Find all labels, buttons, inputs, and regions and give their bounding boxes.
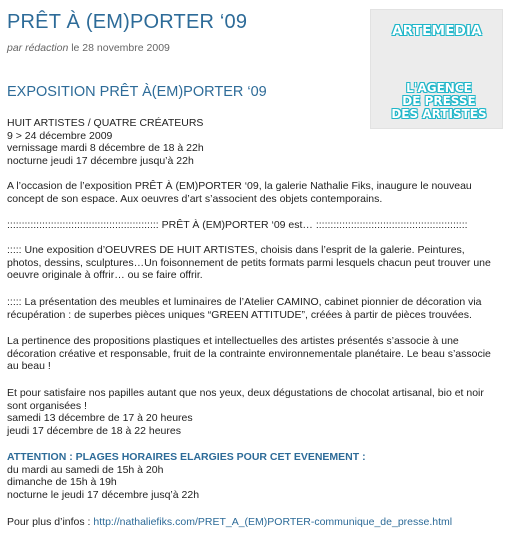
attention-line-1: du mardi au samedi de 15h à 20h — [7, 463, 164, 476]
intro-paragraph: A l’occasion de l’exposition PRÊT À (EM)PORTER ‘09, la galerie Nathalie Fiks, inaugure le nouveau concept de son espace. Aux oeuvres d’art s’associent des objets contemporains. — [7, 180, 472, 205]
meubles-paragraph: ::::: La présentation des meubles et luminaires de l’Atelier CAMINO, cabinet pionnier de décoration via récupération : de superbes pièces uniques “GREEN ATTITUDE”, créées à partir de pièces trouvées. — [7, 295, 482, 321]
divider-line: :::::::::::::::::::::::::::::::::::::::::::::::::::: PRÊT À (EM)PORTER ‘09 est… :::::::::::::::::::::::::::::::::::::::::::::::::::: — [7, 218, 468, 231]
details-line-1: HUIT ARTISTES / QUATRE CRÉATEURS — [7, 117, 204, 129]
logo-brand: ARTEMEDIA — [392, 23, 482, 39]
logo-tagline-line-1: L'AGENCE — [406, 81, 472, 95]
attention-heading: ATTENTION : PLAGES HORAIRES ELARGIES POUR CET EVENEMENT : — [7, 451, 366, 464]
chocolat-paragraph: Et pour satisfaire nos papilles autant que nos yeux, deux dégustations de chocolat artisanal, bio et noir sont organisées ! — [7, 386, 484, 412]
oeuvres-paragraph: ::::: Une exposition d’OEUVRES DE HUIT ARTISTES, choisis dans l’esprit de la galerie. Peintures, photos, dessins, sculptures…Un foisonnement de petits formats parmi lesquels chacun peut trouver une oeuvre originale à offrir… ou se faire offrir. — [7, 244, 491, 282]
details-line-3: vernissage mardi 8 décembre de 18 à 22h — [7, 142, 204, 155]
logo-tagline-line-2: DE PRESSE — [402, 94, 476, 108]
logo-tagline-line-3: DES ARTISTES — [391, 107, 487, 121]
pertinence-paragraph: La pertinence des propositions plastiques et intellectuelles des artistes présentés s’associe à une décoration créative et responsable, fruit de la contrainte environnementale planétaire. Le beau s’associe au beau ! — [7, 335, 491, 373]
byline-prefix: par rédaction — [7, 42, 69, 54]
section-title: EXPOSITION PRÊT À(EM)PORTER ‘09 — [7, 84, 267, 100]
attention-line-2: dimanche de 15h à 19h — [7, 476, 117, 489]
article-body — [7, 117, 502, 528]
details-line-4: nocturne jeudi 17 décembre jusqu’à 22h — [7, 154, 194, 167]
byline-date: le 28 novembre 2009 — [71, 42, 170, 54]
chocolat-date-1: samedi 13 décembre de 17 à 20 heures — [7, 412, 193, 425]
article-title: PRÊT À (EM)PORTER ‘09 — [7, 11, 248, 33]
attention-line-3: nocturne le jeudi 17 décembre jusq’à 22h — [7, 489, 200, 502]
info-line — [7, 516, 502, 529]
logo-tagline — [385, 82, 493, 121]
artemedia-logo[interactable] — [370, 9, 503, 129]
chocolat-date-2: jeudi 17 décembre de 18 à 22 heures — [7, 424, 181, 437]
info-label: Pour plus d’infos : — [7, 515, 94, 528]
details-line-2: 9 > 24 décembre 2009 — [7, 129, 113, 142]
byline — [7, 42, 170, 54]
info-link[interactable]: http://nathaliefiks.com/PRET_A_(EM)PORTER-communique_de_presse.html — [93, 515, 453, 528]
